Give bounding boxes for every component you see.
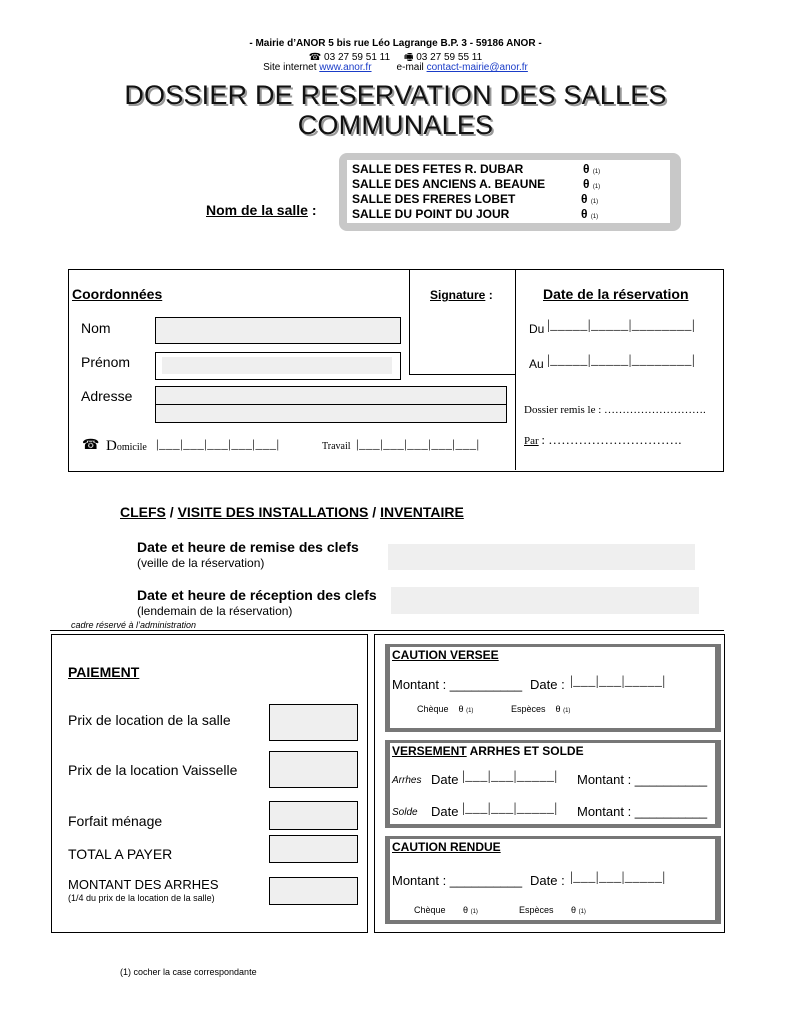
signature-label: Signature :: [430, 288, 493, 302]
remise-clefs-sub: (veille de la réservation): [137, 556, 265, 570]
salle-option-3[interactable]: SALLE DES FRERES LOBET: [352, 192, 516, 206]
paiement-heading: PAIEMENT: [68, 664, 140, 680]
arrhes-montant-field[interactable]: Montant : __________: [577, 772, 708, 787]
caution-versee-date-field[interactable]: |___|___|_____|: [570, 674, 666, 689]
email-label: e-mail: [396, 62, 424, 73]
telephone-icon: ☎: [82, 436, 100, 452]
remise-clefs-field[interactable]: [388, 544, 695, 570]
caution-versee-especes[interactable]: Espèces θ (1): [511, 704, 571, 714]
salle-checkbox-4[interactable]: θ (1): [581, 207, 599, 221]
fax-icon: 🖷: [403, 52, 414, 63]
nom-label: Nom: [81, 320, 111, 336]
nom-field[interactable]: [155, 317, 401, 344]
salle-checkbox-2[interactable]: θ (1): [583, 177, 601, 191]
adresse-line2-field[interactable]: [155, 404, 507, 423]
caution-rendue-cheque[interactable]: Chèque θ (1): [414, 905, 478, 915]
remise-clefs-label: Date et heure de remise des clefs: [137, 539, 359, 555]
travail-phone-field[interactable]: |___|___|___|___|___|: [356, 436, 480, 451]
dossier-remis: Dossier remis le : ……………………….: [524, 404, 706, 416]
domicile-phone-field[interactable]: |___|___|___|___|___|: [156, 436, 280, 451]
admin-note: cadre réservé à l’administration: [71, 620, 197, 630]
solde-montant-field[interactable]: Montant : __________: [577, 804, 708, 819]
domicile-label: Domicile: [106, 438, 147, 454]
caution-versee-cheque[interactable]: Chèque θ (1): [417, 704, 474, 714]
par-line: Par : ………………………….: [524, 432, 682, 447]
salle-option-4[interactable]: SALLE DU POINT DU JOUR: [352, 207, 510, 221]
solde-row-label: Solde: [392, 807, 418, 818]
prenom-field[interactable]: [155, 352, 401, 380]
caution-versee-panel: [390, 647, 715, 728]
salle-label: Nom de la salle :: [206, 202, 317, 218]
versement-heading: VERSEMENT ARRHES ET SOLDE: [392, 744, 584, 758]
signature-area[interactable]: [412, 305, 508, 371]
caution-versee-date-label: Date :: [530, 677, 565, 692]
site-link[interactable]: www.anor.fr: [319, 62, 372, 73]
du-date-field[interactable]: |_____|_____|________|: [547, 318, 696, 333]
reception-clefs-field[interactable]: [391, 587, 699, 614]
caution-versee-montant[interactable]: Montant : __________: [392, 677, 523, 692]
menage-label: Forfait ménage: [68, 813, 163, 829]
phone-number: 03 27 59 51 11: [324, 52, 391, 63]
location-salle-label: Prix de location de la salle: [68, 712, 231, 728]
total-label: TOTAL A PAYER: [68, 846, 173, 862]
location-vaisselle-label: Prix de la location Vaisselle: [68, 762, 238, 778]
arrhes-sub: (1/4 du prix de la location de la salle): [68, 893, 215, 903]
divider: [409, 269, 410, 375]
salle-checkbox-1[interactable]: θ (1): [583, 162, 601, 176]
footnote: (1) cocher la case correspondante: [120, 967, 257, 977]
au-label: Au: [529, 357, 544, 371]
caution-rendue-heading: CAUTION RENDUE: [392, 840, 501, 854]
page-title-line1: DOSSIER DE RESERVATION DES SALLES: [124, 80, 667, 110]
salle-options-list: [347, 160, 670, 223]
contact-web: [0, 62, 791, 73]
email-link[interactable]: contact-mairie@anor.fr: [426, 62, 528, 73]
reservation-heading: Date de la réservation: [543, 286, 689, 302]
page-title-line2: COMMUNALES: [297, 110, 494, 140]
clefs-heading: CLEFS / VISITE DES INSTALLATIONS / INVENTAIRE: [120, 504, 464, 520]
caution-versee-heading: CAUTION VERSEE: [392, 648, 499, 662]
menage-field[interactable]: [269, 801, 358, 830]
reception-clefs-sub: (lendemain de la réservation): [137, 604, 293, 618]
versement-panel: [390, 743, 715, 824]
arrhes-row-label: Arrhes: [392, 775, 422, 786]
arrhes-field[interactable]: [269, 877, 358, 905]
salle-option-2[interactable]: SALLE DES ANCIENS A. BEAUNE: [352, 177, 546, 191]
divider: [409, 374, 515, 375]
location-vaisselle-field[interactable]: [269, 751, 358, 788]
fax-number: 03 27 59 55 11: [416, 52, 483, 63]
caution-rendue-especes[interactable]: Espèces θ (1): [519, 905, 586, 915]
arrhes-label: MONTANT DES ARRHES: [68, 877, 219, 892]
arrhes-date-label: Date: [431, 772, 459, 787]
solde-date-field[interactable]: |___|___|_____|: [462, 801, 558, 816]
salle-checkbox-3[interactable]: θ (1): [581, 192, 599, 206]
coordonnees-heading: Coordonnées: [72, 286, 163, 302]
au-date-field[interactable]: |_____|_____|________|: [547, 353, 696, 368]
caution-rendue-date-field[interactable]: |___|___|_____|: [570, 870, 666, 885]
solde-date-label: Date: [431, 804, 459, 819]
adresse-label: Adresse: [81, 388, 133, 404]
location-salle-field[interactable]: [269, 704, 358, 741]
prenom-label: Prénom: [81, 354, 131, 370]
travail-label: Travail: [322, 441, 351, 452]
caution-rendue-montant[interactable]: Montant : __________: [392, 873, 523, 888]
caution-rendue-panel: [390, 839, 715, 920]
total-field[interactable]: [269, 835, 358, 863]
reception-clefs-label: Date et heure de réception des clefs: [137, 587, 377, 603]
caution-rendue-date-label: Date :: [530, 873, 565, 888]
mairie-address: - Mairie d’ANOR 5 bis rue Léo Lagrange B.P. 3 - 59186 ANOR -: [249, 38, 542, 49]
divider: [515, 269, 516, 470]
du-label: Du: [529, 322, 545, 336]
salle-option-1[interactable]: SALLE DES FETES R. DUBAR: [352, 162, 524, 176]
admin-divider: [50, 630, 724, 631]
site-label: Site internet: [263, 62, 317, 73]
adresse-line1-field[interactable]: [155, 386, 507, 405]
arrhes-date-field[interactable]: |___|___|_____|: [462, 769, 558, 784]
phone-icon: ☎: [308, 52, 322, 63]
